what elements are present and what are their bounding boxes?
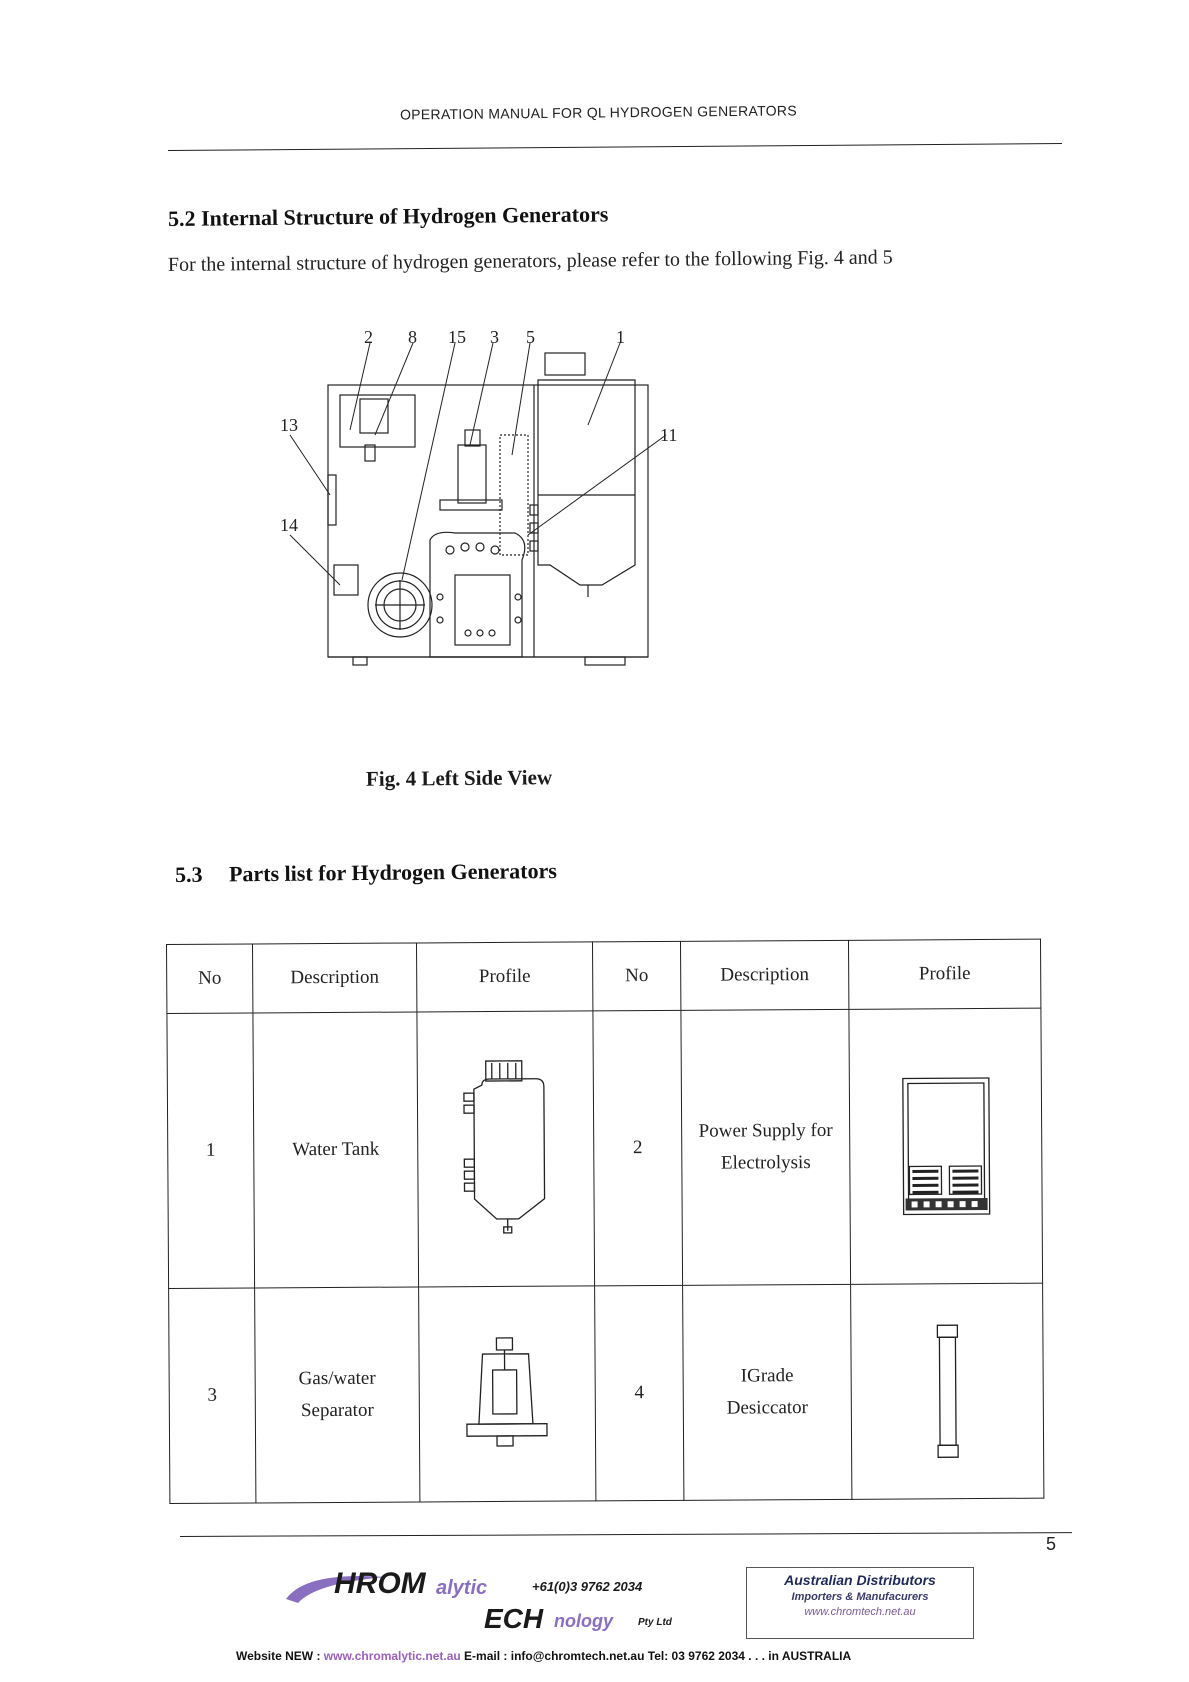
row-description: Water Tank [253, 1012, 419, 1288]
header-description: Description [253, 943, 417, 1013]
table-row [169, 1284, 1044, 1504]
description-line: Power Supply for [698, 1120, 833, 1142]
parts-table [166, 939, 1044, 1504]
callout-5: 5 [526, 327, 535, 347]
header-rule [168, 143, 1062, 151]
callout-14: 14 [280, 515, 298, 535]
distributor-subtitle: Importers & Manufacurers [791, 1591, 929, 1603]
description-line: Separator [300, 1399, 374, 1422]
distributor-url[interactable]: www.chromtech.net.au [804, 1606, 916, 1618]
website-label: Website NEW : [236, 1649, 324, 1663]
distributor-title: Australian Distributors [784, 1572, 936, 1588]
intro-paragraph: For the internal structure of hydrogen generators, please refer to the following Fig. 4 and 5 [167, 246, 893, 276]
power-supply-drawing [900, 1076, 991, 1217]
row-description [255, 1287, 420, 1503]
logo-alytic: alytic [436, 1577, 488, 1599]
header-no: No [167, 944, 253, 1014]
row-no: 1 [167, 1013, 255, 1289]
footer-contact-line [236, 1649, 972, 1663]
parts-table-container [166, 939, 1043, 1504]
logo-pty-ltd: Pty Ltd [638, 1617, 672, 1628]
callout-13: 13 [280, 415, 298, 435]
row-description [683, 1285, 852, 1501]
row-profile [419, 1286, 596, 1502]
figure-caption: Fig. 4 Left Side View [365, 765, 553, 791]
callout-11: 11 [660, 425, 678, 445]
running-header: OPERATION MANUAL FOR QL HYDROGEN GENERATORS [399, 102, 797, 123]
description-line: Desiccator [726, 1397, 809, 1419]
logo-ech: ECH [484, 1603, 544, 1634]
contact-details: E-mail : info@chromtech.net.au Tel: 03 9762 2034 . . . in AUSTRALIA [460, 1649, 852, 1663]
description-line: Gas/water [298, 1367, 376, 1390]
header-no: No [592, 941, 680, 1011]
section-heading-5-2: 5.2 Internal Structure of Hydrogen Generators [167, 201, 609, 231]
row-no: 4 [595, 1286, 684, 1501]
callout-3: 3 [490, 327, 499, 347]
header-profile: Profile [848, 939, 1040, 1009]
gas-water-separator-drawing [462, 1334, 553, 1455]
water-tank-drawing [455, 1059, 556, 1240]
row-profile [851, 1284, 1044, 1500]
table-row [167, 1008, 1043, 1289]
table-header-row [167, 939, 1041, 1013]
logo-hrom: HROM [334, 1567, 426, 1600]
section-title: Parts list for Hydrogen Generators [228, 858, 558, 887]
row-description [681, 1009, 851, 1285]
callout-1: 1 [616, 327, 625, 347]
distributor-banner [236, 1567, 972, 1669]
footer-rule [180, 1532, 1072, 1537]
distributor-box [746, 1567, 974, 1639]
row-profile [417, 1011, 595, 1287]
callout-15: 15 [448, 327, 466, 347]
footer-phone: +61(0)3 9762 2034 [532, 1579, 643, 1594]
section-number: 5.3 [174, 861, 203, 887]
section-heading-5-3 [175, 858, 557, 888]
header-description: Description [680, 940, 848, 1010]
description-line: IGrade [740, 1365, 794, 1387]
callout-2: 2 [364, 327, 373, 347]
description-line: Electrolysis [720, 1152, 811, 1174]
desiccator-drawing [927, 1321, 968, 1461]
callout-8: 8 [408, 327, 417, 347]
header-profile: Profile [416, 942, 592, 1012]
left-side-view-figure [280, 327, 740, 725]
website-link[interactable]: www.chromalytic.net.au [323, 1649, 461, 1663]
row-profile [849, 1008, 1043, 1285]
row-no: 2 [593, 1010, 683, 1286]
row-no: 3 [169, 1288, 256, 1503]
logo-nology: nology [554, 1611, 613, 1631]
page-number: 5 [1046, 1534, 1057, 1554]
